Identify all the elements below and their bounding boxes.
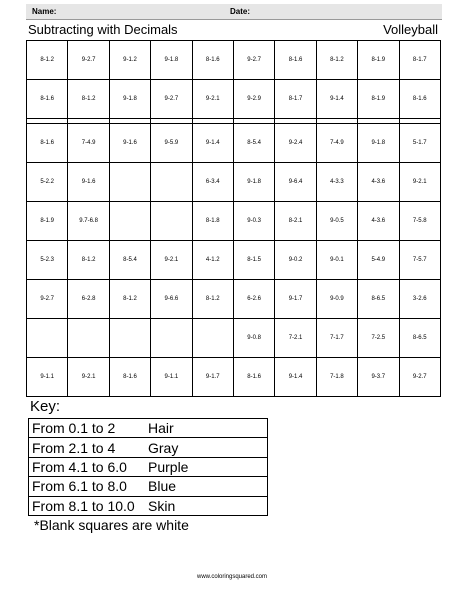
grid-cell: 9-5.9 xyxy=(151,124,192,163)
grid-cell: 4-3.6 xyxy=(358,202,399,241)
grid-row xyxy=(27,358,441,397)
problem-grid xyxy=(26,40,441,397)
grid-cell: 9-1.1 xyxy=(27,358,68,397)
grid-cell: 8-1.2 xyxy=(68,241,109,280)
grid-row xyxy=(27,280,441,319)
grid-cell xyxy=(151,202,192,241)
grid-cell: 7-2.5 xyxy=(358,319,399,358)
key-row xyxy=(29,438,268,457)
grid-row xyxy=(27,124,441,163)
grid-cell xyxy=(151,319,192,358)
grid-cell: 5-2.3 xyxy=(27,241,68,280)
grid-cell: 9-0.8 xyxy=(233,319,274,358)
grid-cell: 9-1.6 xyxy=(109,124,150,163)
grid-cell: 6-3.4 xyxy=(192,163,233,202)
grid-cell: 9-0.2 xyxy=(275,241,316,280)
grid-cell: 6-2.6 xyxy=(233,280,274,319)
key-row xyxy=(29,457,268,476)
grid-cell: 9-1.8 xyxy=(151,41,192,80)
grid-cell: 8-1.6 xyxy=(233,358,274,397)
grid-cell: 9-1.8 xyxy=(109,79,150,118)
grid-cell: 8-2.1 xyxy=(275,202,316,241)
grid-cell: 8-5.4 xyxy=(233,124,274,163)
grid-cell: 9-1.7 xyxy=(192,358,233,397)
grid-cell: 9.7-6.8 xyxy=(68,202,109,241)
grid-cell: 5-2.2 xyxy=(27,163,68,202)
grid-cell: 9-1.7 xyxy=(275,280,316,319)
worksheet-subject: Volleyball xyxy=(383,22,438,37)
grid-cell: 8-6.5 xyxy=(399,319,440,358)
grid-cell: 9-2.1 xyxy=(151,241,192,280)
grid-cell xyxy=(27,319,68,358)
grid-cell: 9-1.4 xyxy=(192,124,233,163)
key-color: Purple xyxy=(148,457,268,476)
grid-cell: 7-4.9 xyxy=(316,124,357,163)
key-range: From 4.1 to 6.0 xyxy=(29,457,149,476)
grid-cell xyxy=(109,202,150,241)
grid-cell xyxy=(109,163,150,202)
grid-cell: 6-2.8 xyxy=(68,280,109,319)
grid-cell: 5-1.7 xyxy=(399,124,440,163)
grid-cell: 9-1.2 xyxy=(109,41,150,80)
key-color: Gray xyxy=(148,438,268,457)
grid-cell: 9-2.7 xyxy=(151,79,192,118)
grid-row xyxy=(27,41,441,80)
grid-cell: 9-0.3 xyxy=(233,202,274,241)
key-row xyxy=(29,477,268,496)
grid-cell: 8-5.4 xyxy=(109,241,150,280)
grid-cell: 9-6.6 xyxy=(151,280,192,319)
grid-cell: 7-2.1 xyxy=(275,319,316,358)
grid-cell: 7-1.8 xyxy=(316,358,357,397)
grid-row xyxy=(27,202,441,241)
grid-cell: 9-2.7 xyxy=(399,358,440,397)
footer-url: www.coloringsquared.com xyxy=(196,574,268,580)
key-range: From 8.1 to 10.0 xyxy=(29,496,149,515)
grid-cell: 8-1.6 xyxy=(27,79,68,118)
grid-cell: 4-3.3 xyxy=(316,163,357,202)
grid-cell: 8-6.5 xyxy=(358,280,399,319)
grid-cell: 7-1.7 xyxy=(316,319,357,358)
grid-cell: 4-1.2 xyxy=(192,241,233,280)
grid-cell: 8-1.7 xyxy=(275,79,316,118)
grid-cell: 8-1.2 xyxy=(192,280,233,319)
grid-row xyxy=(27,241,441,280)
color-key-table xyxy=(28,418,268,516)
grid-cell: 9-2.7 xyxy=(233,41,274,80)
worksheet-title: Subtracting with Decimals xyxy=(28,22,178,37)
grid-cell: 8-1.6 xyxy=(399,79,440,118)
grid-cell: 7-5.8 xyxy=(399,202,440,241)
grid-cell xyxy=(151,163,192,202)
grid-cell: 9-0.5 xyxy=(316,202,357,241)
key-label: Key: xyxy=(30,398,61,415)
key-color: Skin xyxy=(148,496,268,515)
grid-cell: 8-1.6 xyxy=(192,41,233,80)
grid-cell: 9-0.9 xyxy=(316,280,357,319)
grid-cell: 9-2.7 xyxy=(27,280,68,319)
grid-cell: 9-1.8 xyxy=(358,124,399,163)
grid-cell: 4-3.6 xyxy=(358,163,399,202)
grid-cell: 8-1.2 xyxy=(316,41,357,80)
grid-cell: 9-6.4 xyxy=(275,163,316,202)
grid-cell: 8-1.5 xyxy=(233,241,274,280)
key-range: From 6.1 to 8.0 xyxy=(29,477,149,496)
grid-cell: 8-1.2 xyxy=(27,41,68,80)
name-date-bar xyxy=(26,4,442,20)
name-label: Name: xyxy=(32,7,57,16)
grid-cell: 9-2.9 xyxy=(233,79,274,118)
grid-cell: 9-1.4 xyxy=(316,79,357,118)
grid-cell: 9-1.6 xyxy=(68,163,109,202)
grid-cell: 8-1.2 xyxy=(109,280,150,319)
grid-cell: 9-2.7 xyxy=(68,41,109,80)
grid-row xyxy=(27,319,441,358)
grid-cell: 9-1.8 xyxy=(233,163,274,202)
key-color: Hair xyxy=(148,419,268,438)
blank-squares-note: *Blank squares are white xyxy=(34,517,189,533)
grid-cell xyxy=(192,319,233,358)
grid-cell: 9-2.4 xyxy=(275,124,316,163)
grid-row xyxy=(27,163,441,202)
grid-row xyxy=(27,79,441,118)
grid-cell: 9-2.1 xyxy=(68,358,109,397)
grid-cell xyxy=(109,319,150,358)
grid-cell: 8-1.2 xyxy=(68,79,109,118)
grid-cell: 8-1.7 xyxy=(399,41,440,80)
grid-cell: 9-2.1 xyxy=(399,163,440,202)
key-row xyxy=(29,496,268,515)
key-range: From 2.1 to 4 xyxy=(29,438,149,457)
grid-cell: 3-2.6 xyxy=(399,280,440,319)
grid-cell: 9-0.1 xyxy=(316,241,357,280)
grid-cell: 8-1.6 xyxy=(109,358,150,397)
key-range: From 0.1 to 2 xyxy=(29,419,149,438)
grid-cell: 8-1.9 xyxy=(358,79,399,118)
grid-cell: 9-1.4 xyxy=(275,358,316,397)
date-label: Date: xyxy=(230,7,251,16)
grid-cell: 9-1.1 xyxy=(151,358,192,397)
grid-cell: 7-4.9 xyxy=(68,124,109,163)
grid-cell: 9-2.1 xyxy=(192,79,233,118)
grid-cell: 8-1.6 xyxy=(275,41,316,80)
grid-cell: 9-3.7 xyxy=(358,358,399,397)
grid-cell: 8-1.6 xyxy=(27,124,68,163)
grid-cell: 8-1.8 xyxy=(192,202,233,241)
grid-cell xyxy=(68,319,109,358)
key-row xyxy=(29,419,268,438)
grid-cell: 8-1.9 xyxy=(27,202,68,241)
key-color: Blue xyxy=(148,477,268,496)
grid-cell: 7-5.7 xyxy=(399,241,440,280)
grid-cell: 5-4.9 xyxy=(358,241,399,280)
grid-cell: 8-1.9 xyxy=(358,41,399,80)
